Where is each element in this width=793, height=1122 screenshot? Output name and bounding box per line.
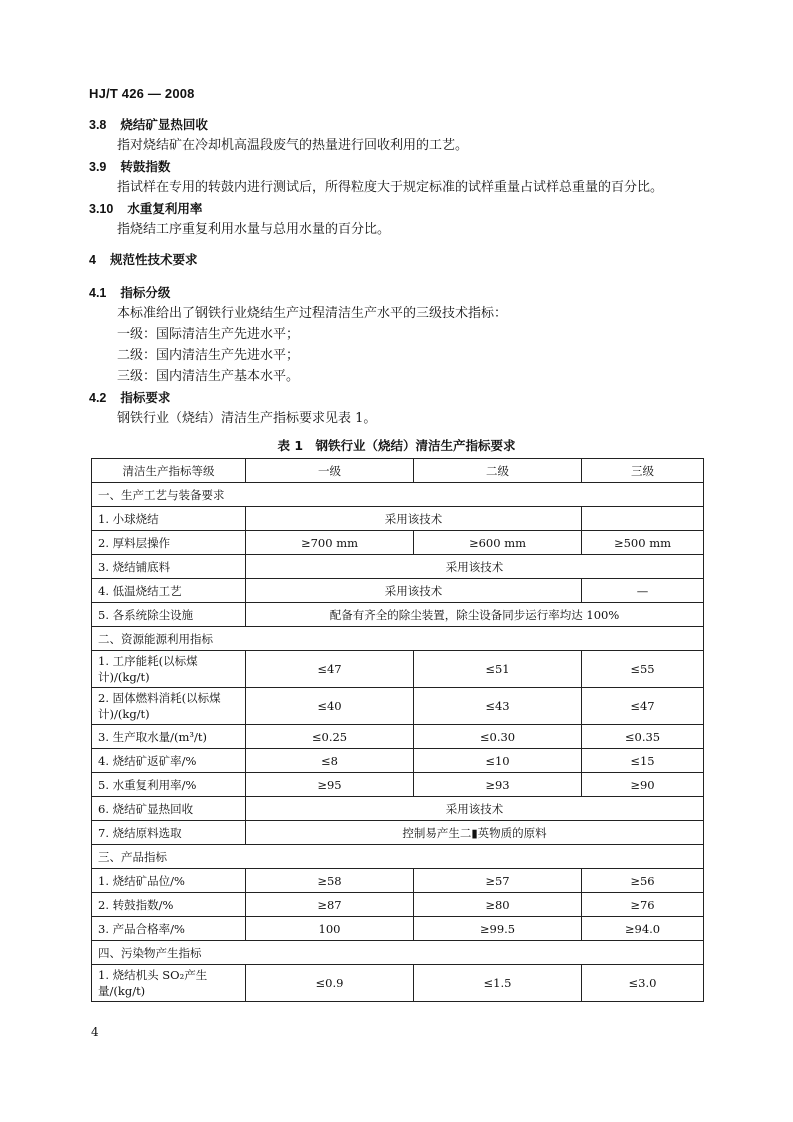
value-cell: ≤0.25 [246,725,414,749]
table-row [92,965,704,1002]
table-row [92,555,704,579]
section-heading: 3.9 转鼓指数 [89,159,171,174]
level-line: 二级：国内清洁生产先进水平； [117,348,300,363]
section-cell: 二、资源能源利用指标 [92,627,704,651]
header-cell: 清洁生产指标等级 [92,459,246,483]
row-label: 4. 低温烧结工艺 [92,579,246,603]
value-cell: 采用该技术 [246,555,704,579]
table-row [92,749,704,773]
value-cell: ≤1.5 [414,965,582,1002]
value-cell: ≥99.5 [414,917,582,941]
section-row [92,483,704,507]
row-label: 1. 工序能耗(以标煤计)/(kg/t) [92,651,246,688]
value-cell: ≤15 [582,749,704,773]
page-number: 4 [91,1025,99,1039]
value-cell: ≥80 [414,893,582,917]
value-cell: 配备有齐全的除尘装置，除尘设备同步运行率均达 100% [246,603,704,627]
value-cell: ≤55 [582,651,704,688]
value-cell: ≤10 [414,749,582,773]
row-label: 1. 小球烧结 [92,507,246,531]
value-cell: 采用该技术 [246,579,582,603]
row-label: 3. 产品合格率/% [92,917,246,941]
value-cell: ≥90 [582,773,704,797]
value-cell: ≥57 [414,869,582,893]
header-cell: 一级 [246,459,414,483]
section-row [92,845,704,869]
value-cell: ≤43 [414,688,582,725]
value-cell: ≤0.9 [246,965,414,1002]
table-row [92,651,704,688]
section-heading: 4.1 指标分级 [89,285,171,300]
value-cell: ≥700 mm [246,531,414,555]
row-label: 3. 生产取水量/(m³/t) [92,725,246,749]
value-cell: ≥93 [414,773,582,797]
row-label: 2. 固体燃料消耗(以标煤计)/(kg/t) [92,688,246,725]
section-cell: 三、产品指标 [92,845,704,869]
section-cell: 一、生产工艺与装备要求 [92,483,704,507]
section-body: 本标准给出了钢铁行业烧结生产过程清洁生产水平的三级技术指标： [117,306,508,321]
value-cell: ≤3.0 [582,965,704,1002]
table-row [92,917,704,941]
value-cell: ≥500 mm [582,531,704,555]
section-body: 钢铁行业（烧结）清洁生产指标要求见表 1。 [117,411,377,426]
table-row [92,797,704,821]
header-cell: 二级 [414,459,582,483]
section-row [92,941,704,965]
value-cell: ≥76 [582,893,704,917]
level-line: 一级：国际清洁生产先进水平； [117,327,300,342]
value-cell: ≥94.0 [582,917,704,941]
header-cell: 三级 [582,459,704,483]
table-row [92,821,704,845]
row-label: 5. 水重复利用率/% [92,773,246,797]
table-row [92,688,704,725]
section-body: 指对烧结矿在冷却机高温段废气的热量进行回收利用的工艺。 [117,138,469,153]
section-heading: 3.10 水重复利用率 [89,201,203,216]
section-body: 指试样在专用的转鼓内进行测试后，所得粒度大于规定标准的试样重量占试样总重量的百分比。 [117,180,664,195]
value-cell: ≤47 [582,688,704,725]
row-label: 2. 厚料层操作 [92,531,246,555]
value-cell [582,507,704,531]
value-cell: ≤0.35 [582,725,704,749]
value-cell: ≤40 [246,688,414,725]
table-row [92,725,704,749]
value-cell: ≥600 mm [414,531,582,555]
table-row [92,893,704,917]
row-label: 1. 烧结矿品位/% [92,869,246,893]
value-cell: ≤0.30 [414,725,582,749]
row-label: 2. 转鼓指数/% [92,893,246,917]
table-row [92,869,704,893]
section-body: 指烧结工序重复利用水量与总用水量的百分比。 [117,222,391,237]
value-cell: ≤8 [246,749,414,773]
value-cell: 控制易产生二▮英物质的原料 [246,821,704,845]
section-cell: 四、污染物产生指标 [92,941,704,965]
value-cell: ≥87 [246,893,414,917]
value-cell: 采用该技术 [246,797,704,821]
section-heading: 3.8 烧结矿显热回收 [89,117,208,132]
value-cell: 采用该技术 [246,507,582,531]
chapter-heading: 4 规范性技术要求 [89,252,198,267]
row-label: 6. 烧结矿显热回收 [92,797,246,821]
table-row [92,507,704,531]
level-line: 三级：国内清洁生产基本水平。 [117,369,300,384]
value-cell: ≤47 [246,651,414,688]
row-label: 7. 烧结原料选取 [92,821,246,845]
value-cell: — [582,579,704,603]
table-row [92,773,704,797]
value-cell: ≥56 [582,869,704,893]
section-heading: 4.2 指标要求 [89,390,171,405]
indicator-table [91,458,704,1002]
document-header: HJ/T 426 — 2008 [89,86,195,101]
section-row [92,627,704,651]
row-label: 1. 烧结机头 SO₂产生量/(kg/t) [92,965,246,1002]
table-caption: 表 1 钢铁行业（烧结）清洁生产指标要求 [277,438,516,453]
value-cell: ≥95 [246,773,414,797]
row-label: 3. 烧结铺底料 [92,555,246,579]
row-label: 4. 烧结矿返矿率/% [92,749,246,773]
row-label: 5. 各系统除尘设施 [92,603,246,627]
table-row [92,603,704,627]
table-row [92,579,704,603]
table-header-row [92,459,704,483]
value-cell: ≥58 [246,869,414,893]
value-cell: ≤51 [414,651,582,688]
value-cell: 100 [246,917,414,941]
table-row [92,531,704,555]
